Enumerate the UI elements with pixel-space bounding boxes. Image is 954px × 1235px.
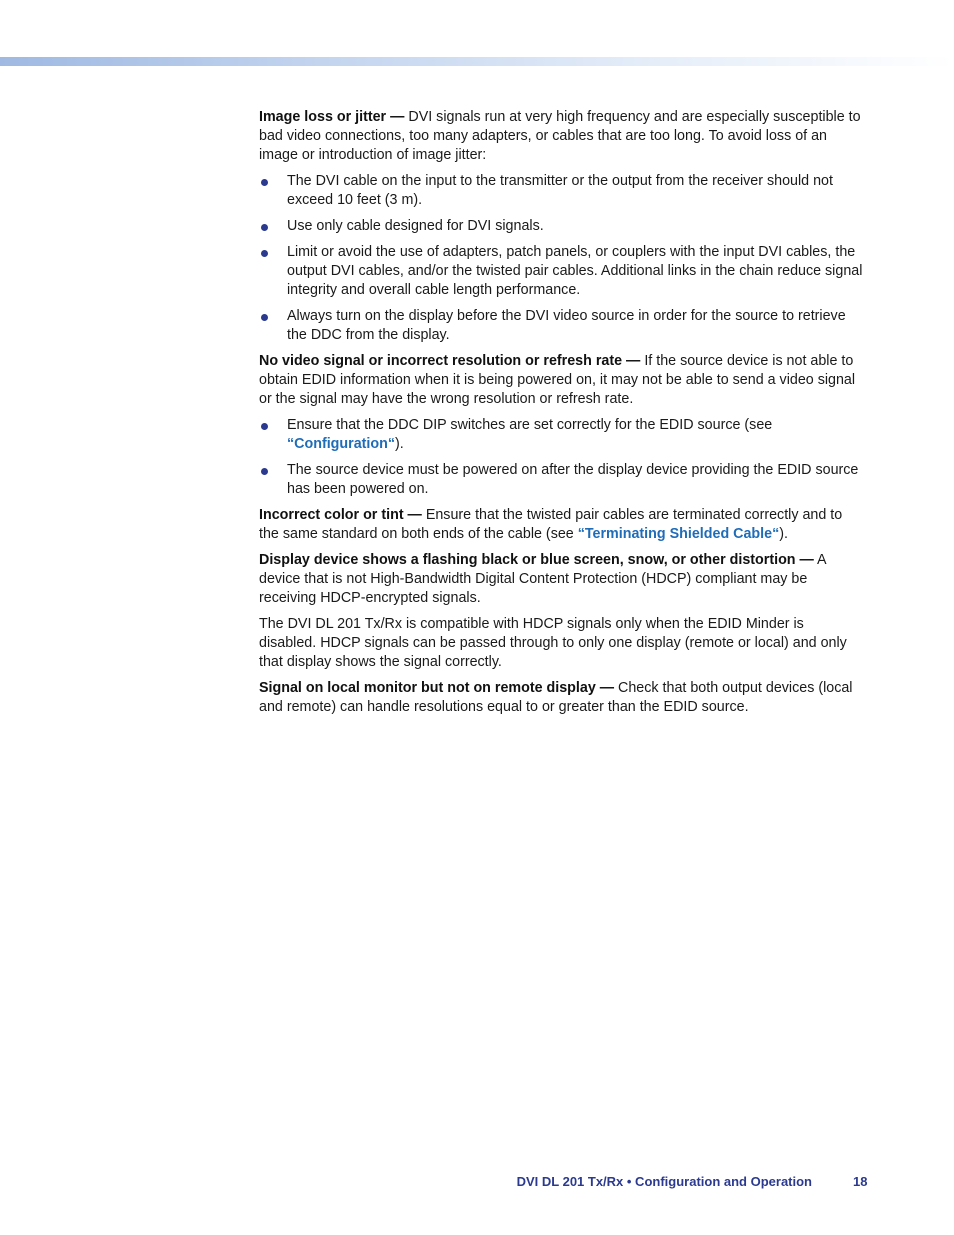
list-item bbox=[259, 461, 864, 499]
page-footer bbox=[0, 1174, 954, 1194]
list-item-text: The source device must be powered on after the display device providing the EDID source has been powered on. bbox=[287, 462, 859, 497]
incorrect-color-text: Ensure that the twisted pair cables are terminated correctly and to the same standard on both ends of the cable (see bbox=[259, 507, 843, 542]
list-item bbox=[259, 217, 864, 236]
bullet-icon bbox=[261, 314, 268, 321]
flashing-heading: Display device shows a flashing black or blue screen, snow, or other distortion — bbox=[259, 552, 814, 568]
image-loss-paragraph bbox=[259, 108, 864, 165]
hdcp-note-paragraph: The DVI DL 201 Tx/Rx is compatible with HDCP signals only when the EDID Minder is disabled. HDCP signals can be passed through to only one display (remote or local) and only that display shows the signal correctly. bbox=[259, 616, 847, 670]
bullet-icon bbox=[261, 423, 268, 430]
bullet-icon bbox=[261, 179, 268, 186]
image-loss-heading: Image loss or jitter — bbox=[259, 109, 405, 125]
list-item bbox=[259, 243, 864, 300]
no-video-text: If the source device is not able to obtain EDID information when it is being powered on, it may not be able to send a video signal or the signal may have the wrong resolution or refresh rate. bbox=[259, 353, 856, 407]
no-video-paragraph bbox=[259, 352, 864, 409]
list-item-text: Always turn on the display before the DVI video source in order for the source to retrieve the DDC from the display. bbox=[287, 308, 846, 343]
no-video-heading: No video signal or incorrect resolution or refresh rate — bbox=[259, 353, 641, 369]
bullet-icon bbox=[261, 224, 268, 231]
no-video-list bbox=[259, 416, 864, 499]
list-item bbox=[259, 172, 864, 210]
flashing-text: A device that is not High-Bandwidth Digital Content Protection (HDCP) compliant may be receiving HDCP-encrypted signals. bbox=[259, 552, 826, 606]
list-item bbox=[259, 307, 864, 345]
list-item-text: Ensure that the DDC DIP switches are set correctly for the EDID source (see bbox=[287, 417, 773, 433]
incorrect-color-heading: Incorrect color or tint — bbox=[259, 507, 422, 523]
page-content bbox=[259, 108, 864, 724]
incorrect-color-paragraph bbox=[259, 506, 864, 544]
list-item bbox=[259, 416, 864, 454]
header-gradient-band bbox=[0, 57, 954, 66]
configuration-link[interactable]: “Configuration“ bbox=[287, 436, 396, 452]
image-loss-list bbox=[259, 172, 864, 345]
image-loss-text: DVI signals run at very high frequency and are especially susceptible to bad video connections, too many adapters, or cables that are too long. To avoid loss of an image or introduction of image jitter: bbox=[259, 109, 861, 163]
incorrect-color-tail: ). bbox=[779, 526, 788, 542]
list-item-text: The DVI cable on the input to the transmitter or the output from the receiver should not exceed 10 feet (3 m). bbox=[287, 173, 833, 208]
list-item-text: Use only cable designed for DVI signals. bbox=[287, 218, 544, 234]
local-monitor-paragraph bbox=[259, 679, 864, 717]
local-monitor-heading: Signal on local monitor but not on remote display — bbox=[259, 680, 615, 696]
list-item-tail: ). bbox=[395, 436, 404, 452]
bullet-icon bbox=[261, 250, 268, 257]
terminating-shielded-cable-link[interactable]: “Terminating Shielded Cable“ bbox=[577, 526, 780, 542]
local-monitor-text: Check that both output devices (local and remote) can handle resolutions equal to or greater than the EDID source. bbox=[259, 680, 853, 715]
list-item-text: Limit or avoid the use of adapters, patch panels, or couplers with the input DVI cables, the output DVI cables, and/or the twisted pair cables. Additional links in the chain reduce signal integrity and overall cable length performance. bbox=[287, 244, 863, 298]
footer-title: DVI DL 201 Tx/Rx • Configuration and Operation bbox=[516, 1174, 812, 1189]
bullet-icon bbox=[261, 468, 268, 475]
flashing-paragraph bbox=[259, 551, 864, 608]
page-number: 18 bbox=[853, 1174, 868, 1189]
